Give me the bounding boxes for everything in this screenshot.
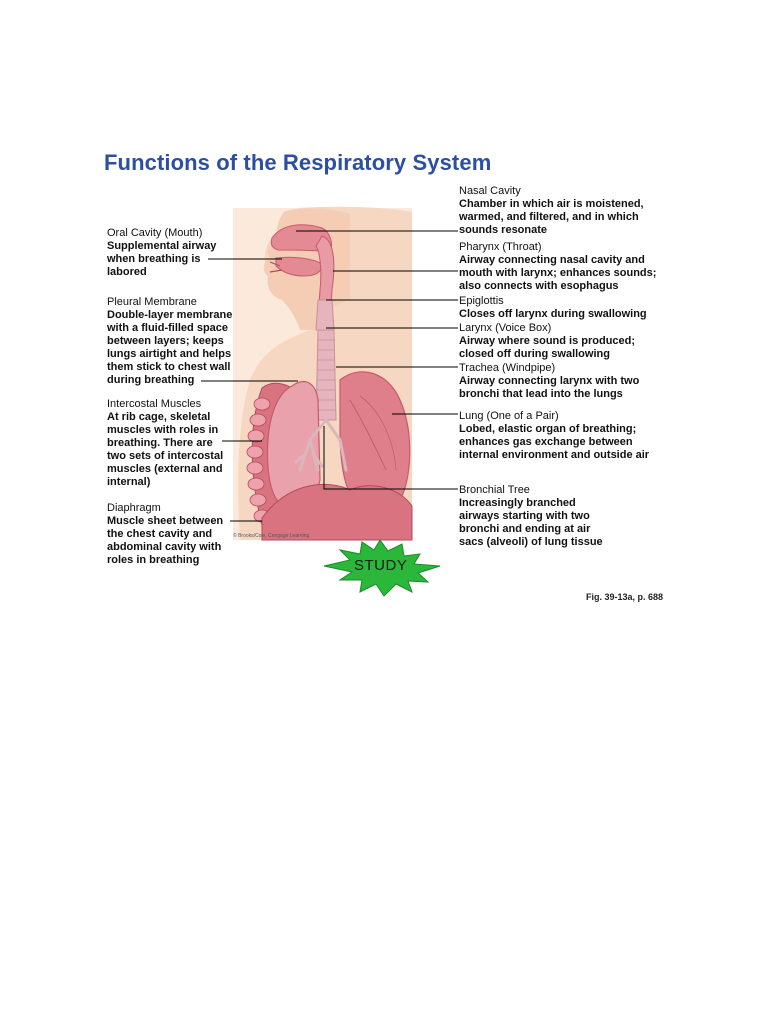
label-desc: Double-layer membrane xyxy=(107,309,233,321)
label-name: Pleural Membrane xyxy=(107,296,197,308)
label-name: Pharynx (Throat) xyxy=(459,241,542,253)
label-nasal-cavity xyxy=(459,185,644,237)
label-desc: sounds resonate xyxy=(459,224,548,236)
larynx-shape xyxy=(316,300,334,330)
label-desc: with a fluid-filled space xyxy=(107,322,229,334)
label-name: Trachea (Windpipe) xyxy=(459,362,556,374)
label-name: Larynx (Voice Box) xyxy=(459,322,552,334)
label-desc: mouth with larynx; enhances sounds; xyxy=(459,267,657,279)
label-desc: bronchi that lead into the lungs xyxy=(459,388,623,400)
image-credit: © Brooks/Cole, Cengage Learning xyxy=(233,533,310,539)
label-desc: Airway connecting larynx with two xyxy=(459,375,640,387)
label-intercostal-muscles xyxy=(107,398,223,489)
label-name: Lung (One of a Pair) xyxy=(459,410,559,422)
label-desc: At rib cage, skeletal xyxy=(107,411,211,423)
label-desc: Lobed, elastic organ of breathing; xyxy=(459,423,637,435)
label-desc: muscles (external and xyxy=(107,463,223,475)
label-desc: the chest cavity and xyxy=(107,528,213,540)
label-desc: Muscle sheet between xyxy=(107,515,224,527)
label-desc: during breathing xyxy=(107,374,195,386)
label-desc: airways starting with two xyxy=(459,510,590,522)
label-pharynx xyxy=(459,241,656,293)
label-desc: Airway where sound is produced; xyxy=(459,335,636,347)
label-desc: also connects with esophagus xyxy=(459,280,619,292)
label-larynx xyxy=(459,322,635,361)
label-lung xyxy=(459,410,649,462)
label-trachea xyxy=(459,362,639,401)
label-oral-cavity xyxy=(107,227,216,279)
study-badge: STUDY xyxy=(354,557,408,574)
label-diaphragm xyxy=(107,502,223,567)
label-bronchial-tree xyxy=(459,484,603,549)
label-name: Nasal Cavity xyxy=(459,185,521,197)
label-pleural-membrane xyxy=(107,296,232,387)
label-desc: between layers; keeps xyxy=(107,335,224,347)
label-desc: Airway connecting nasal cavity and xyxy=(459,254,645,266)
label-desc: labored xyxy=(107,266,147,278)
label-desc: when breathing is xyxy=(107,253,201,265)
label-desc: warmed, and filtered, and in which xyxy=(459,211,639,223)
label-desc: Supplemental airway xyxy=(107,240,217,252)
label-name: Diaphragm xyxy=(107,502,161,514)
label-desc: lungs airtight and helps xyxy=(107,348,232,360)
label-desc: closed off during swallowing xyxy=(459,348,610,360)
label-desc: two sets of intercostal xyxy=(107,450,224,462)
label-desc: breathing. There are xyxy=(107,437,213,449)
label-desc: Increasingly branched xyxy=(459,497,576,509)
label-desc: them stick to chest wall xyxy=(107,361,231,373)
label-name: Oral Cavity (Mouth) xyxy=(107,227,203,239)
label-desc: enhances gas exchange between xyxy=(459,436,633,448)
label-name: Intercostal Muscles xyxy=(107,398,202,410)
label-desc: internal environment and outside air xyxy=(459,449,650,461)
label-epiglottis xyxy=(459,295,647,321)
label-desc: abdominal cavity with xyxy=(107,541,222,553)
label-desc: internal) xyxy=(107,476,151,488)
label-desc: Chamber in which air is moistened, xyxy=(459,198,644,210)
label-desc: Closes off larynx during swallowing xyxy=(459,308,647,320)
trachea-shape xyxy=(316,330,336,420)
label-desc: bronchi and ending at air xyxy=(459,523,591,535)
figure-reference: Fig. 39-13a, p. 688 xyxy=(586,592,664,602)
label-desc: sacs (alveoli) of lung tissue xyxy=(459,536,603,548)
label-desc: muscles with roles in xyxy=(107,424,219,436)
label-desc: roles in breathing xyxy=(107,554,200,566)
label-name: Bronchial Tree xyxy=(459,484,530,496)
page-title: Functions of the Respiratory System xyxy=(104,150,492,175)
label-name: Epiglottis xyxy=(459,295,504,307)
